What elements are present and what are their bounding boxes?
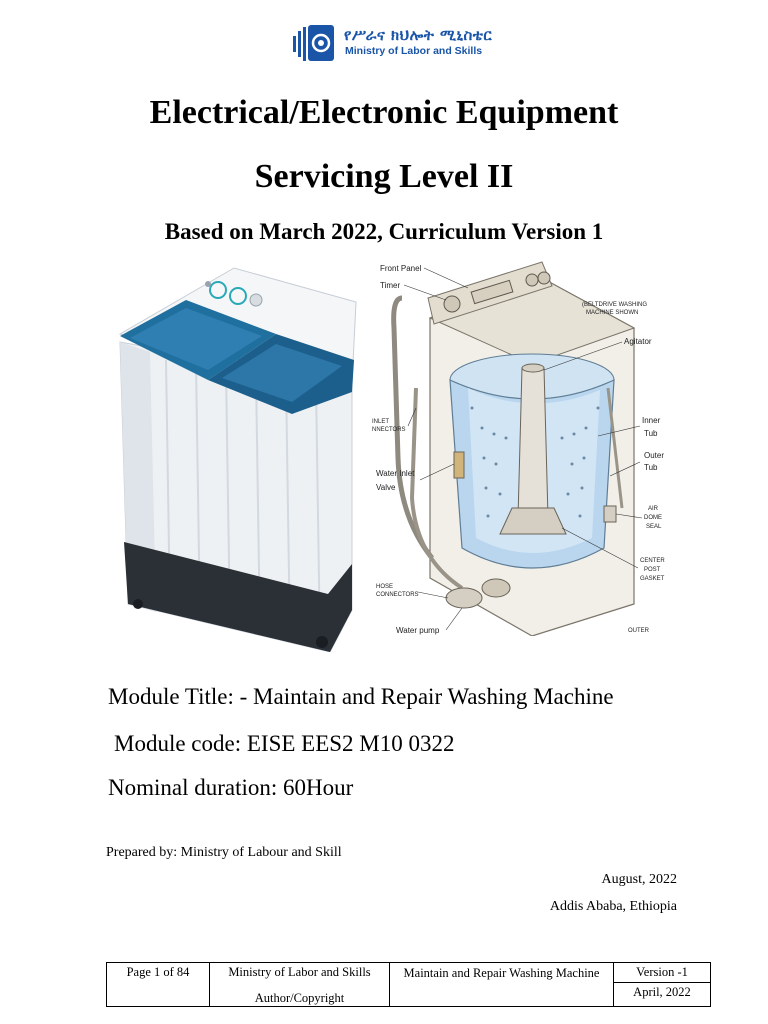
document-subtitle: Based on March 2022, Curriculum Version 1 xyxy=(164,219,604,244)
label-beltdrive: (BELTDRIVE WASHING xyxy=(582,302,648,308)
document-place: Addis Ababa, Ethiopia xyxy=(549,899,677,914)
label-water-inlet: Water Inlet xyxy=(376,469,415,478)
ministry-emblem-icon xyxy=(292,24,338,62)
ministry-logo xyxy=(292,22,492,64)
footer-version: Version -1 xyxy=(614,963,710,983)
footer-page-number: Page 1 of 84 xyxy=(107,963,210,1006)
document-date: August, 2022 xyxy=(601,872,677,887)
label-inner: Inner xyxy=(642,416,661,425)
module-title: Module Title: - Maintain and Repair Washing Machine xyxy=(108,684,614,709)
label-beltdrive-2: MACHINE SHOWN xyxy=(586,310,639,316)
label-gasket: GASKET xyxy=(640,576,665,582)
label-hose: HOSE xyxy=(376,584,394,590)
label-dome: DOME xyxy=(644,515,662,521)
label-connectors: NNECTORS xyxy=(372,427,406,433)
label-front-panel: Front Panel xyxy=(380,264,422,273)
footer-author: Author/Copyright xyxy=(254,991,345,1005)
footer-module-name: Maintain and Repair Washing Machine xyxy=(390,963,614,1006)
label-water-pump: Water pump xyxy=(396,626,440,635)
footer-org-name: Ministry of Labor and Skills xyxy=(228,965,371,979)
label-center: CENTER xyxy=(640,558,665,564)
label-valve: Valve xyxy=(376,483,396,492)
footer-date: April, 2022 xyxy=(633,985,691,999)
label-inlet: INLET xyxy=(372,419,390,425)
label-agitator: Agitator xyxy=(624,337,652,346)
label-inner-tub: Tub xyxy=(644,429,658,438)
footer-table xyxy=(106,962,711,1007)
label-outer-bottom: OUTER xyxy=(628,628,649,634)
washing-machine-diagram xyxy=(372,258,670,636)
document-title-line2: Servicing Level II xyxy=(254,158,514,195)
label-air: AIR xyxy=(648,506,659,512)
label-post: POST xyxy=(644,567,661,573)
logo-amharic-text: የሥራና ክህሎት ሚኒስቴር xyxy=(344,26,493,44)
washing-machine-photo xyxy=(116,264,364,652)
label-seal: SEAL xyxy=(646,524,662,530)
label-outer-tub: Tub xyxy=(644,463,658,472)
label-timer: Timer xyxy=(380,281,401,290)
label-outer: Outer xyxy=(644,451,665,460)
footer-organization xyxy=(210,963,390,1006)
module-duration: Nominal duration: 60Hour xyxy=(108,775,354,800)
module-code: Module code: EISE EES2 M10 0322 xyxy=(114,731,455,756)
prepared-by: Prepared by: Ministry of Labour and Skill xyxy=(106,845,342,860)
logo-english-text: Ministry of Labor and Skills xyxy=(345,45,483,57)
document-title-line1: Electrical/Electronic Equipment xyxy=(149,94,619,131)
label-hose-connectors: CONNECTORS xyxy=(376,592,419,598)
